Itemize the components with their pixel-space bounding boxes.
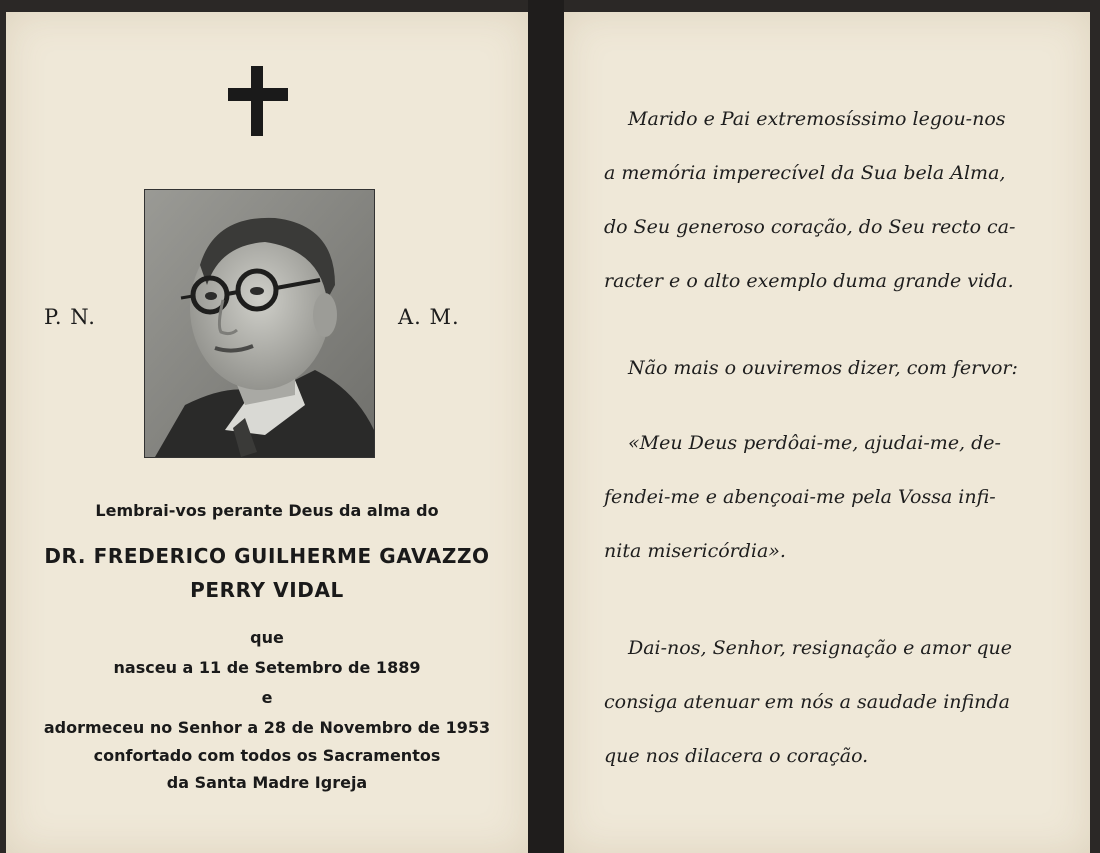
deceased-name-line2: PERRY VIDAL xyxy=(190,578,344,602)
text-line: que xyxy=(250,628,284,647)
prayer-line: nita misericórdia». xyxy=(604,540,786,562)
verse-line: a memória imperecível da Sua bela Alma, xyxy=(604,162,1006,184)
verse-line: do Seu generoso coração, do Seu recto ca- xyxy=(604,216,1016,238)
birth-date-line: nasceu a 11 de Setembro de 1889 xyxy=(113,658,421,677)
verse-line: Marido e Pai extremosíssimo legou-nos xyxy=(628,108,1006,130)
text-line: confortado com todos os Sacramentos xyxy=(93,746,441,765)
prayer-line: fendei-me e abençoai-me pela Vossa infi- xyxy=(604,486,996,508)
portrait-photo xyxy=(144,189,375,458)
text-line: da Santa Madre Igreja xyxy=(166,773,368,792)
verse-line: racter e o alto exemplo duma grande vida. xyxy=(604,270,1014,292)
verse-line: que nos dilacera o coração. xyxy=(604,745,869,767)
verse-line: consiga atenuar em nós a saudade infinda xyxy=(604,691,1010,713)
initials-right: A. M. xyxy=(398,305,460,329)
text-line: e xyxy=(261,688,273,707)
death-date-line: adormeceu no Senhor a 28 de Novembro de 1953 xyxy=(43,718,491,737)
intro-text: Lembrai-vos perante Deus da alma do xyxy=(95,501,439,520)
deceased-name-line1: DR. FREDERICO GUILHERME GAVAZZO xyxy=(44,544,490,568)
prayer-line: «Meu Deus perdôai-me, ajudai-me, de- xyxy=(628,432,1001,454)
cross-icon xyxy=(228,66,288,136)
initials-left: P. N. xyxy=(44,305,96,329)
card-divider xyxy=(528,0,564,853)
verse-line: Dai-nos, Senhor, resignação e amor que xyxy=(628,637,1012,659)
verse-line: Não mais o ouviremos dizer, com fervor: xyxy=(628,357,1018,379)
